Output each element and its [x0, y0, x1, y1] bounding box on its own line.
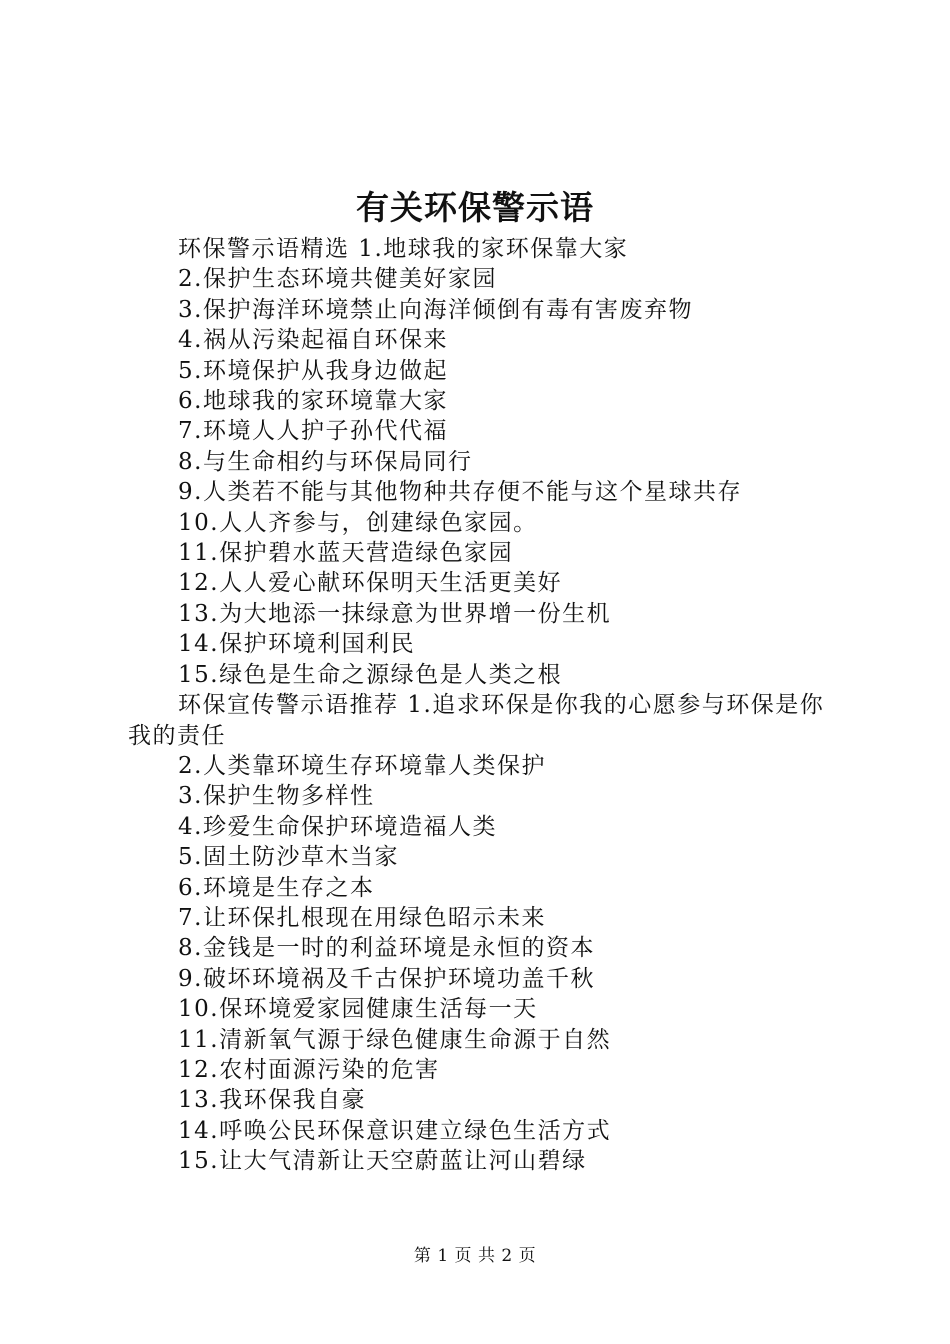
text-line: 7.让环保扎根现在用绿色昭示未来 [178, 904, 546, 931]
text-line: 2.人类靠环境生存环境靠人类保护 [178, 752, 546, 779]
text-line: 5.环境保护从我身边做起 [178, 357, 448, 384]
text-line: 2.保护生态环境共健美好家园 [178, 266, 497, 293]
text-line: 11.保护碧水蓝天营造绿色家园 [178, 540, 514, 567]
text-line: 7.环境人人护子孙代代福 [178, 418, 448, 445]
text-line: 环保警示语精选 1.地球我的家环保靠大家 [178, 236, 629, 262]
text-line: 6.环境是生存之本 [178, 874, 375, 901]
text-line: 8.与生命相约与环保局同行 [178, 448, 473, 475]
text-line: 14.呼唤公民环保意识建立绿色生活方式 [178, 1117, 612, 1144]
text-line: 10.保环境爱家园健康生活每一天 [178, 996, 538, 1023]
text-line: 11.清新氧气源于绿色健康生命源于自然 [178, 1026, 612, 1053]
text-line: 4.祸从污染起福自环保来 [178, 327, 448, 354]
document-title: 有关环保警示语 [356, 188, 594, 227]
text-line: 13.为大地添一抹绿意为世界增一份生机 [178, 600, 612, 627]
text-line: 5.固土防沙草木当家 [178, 844, 399, 871]
text-line: 3.保护海洋环境禁止向海洋倾倒有毒有害废弃物 [178, 296, 693, 323]
text-line: 15.绿色是生命之源绿色是人类之根 [178, 661, 563, 688]
text-line: 环保宣传警示语推荐 1.追求环保是你我的心愿参与环保是你我的责任 [128, 692, 825, 749]
text-line: 12.农村面源污染的危害 [178, 1056, 440, 1083]
text-line: 12.人人爱心献环保明天生活更美好 [178, 570, 563, 597]
text-line: 8.金钱是一时的利益环境是永恒的资本 [178, 935, 595, 962]
text-line: 4.珍爱生命保护环境造福人类 [178, 813, 497, 840]
text-line: 13.我环保我自豪 [178, 1087, 367, 1114]
text-line: 9.人类若不能与其他物种共存便不能与这个星球共存 [178, 479, 742, 506]
text-line: 14.保护环境利国利民 [178, 631, 416, 658]
page-footer: 第 1 页 共 2 页 [413, 1246, 537, 1266]
text-line: 15.让大气清新让天空蔚蓝让河山碧绿 [178, 1148, 587, 1175]
document-body [128, 234, 848, 1177]
text-line: 6.地球我的家环境靠大家 [178, 388, 448, 415]
text-line: 3.保护生物多样性 [178, 783, 375, 810]
text-line: 9.破坏环境祸及千古保护环境功盖千秋 [178, 965, 595, 992]
text-line: 10.人人齐参与，创建绿色家园。 [178, 509, 538, 536]
